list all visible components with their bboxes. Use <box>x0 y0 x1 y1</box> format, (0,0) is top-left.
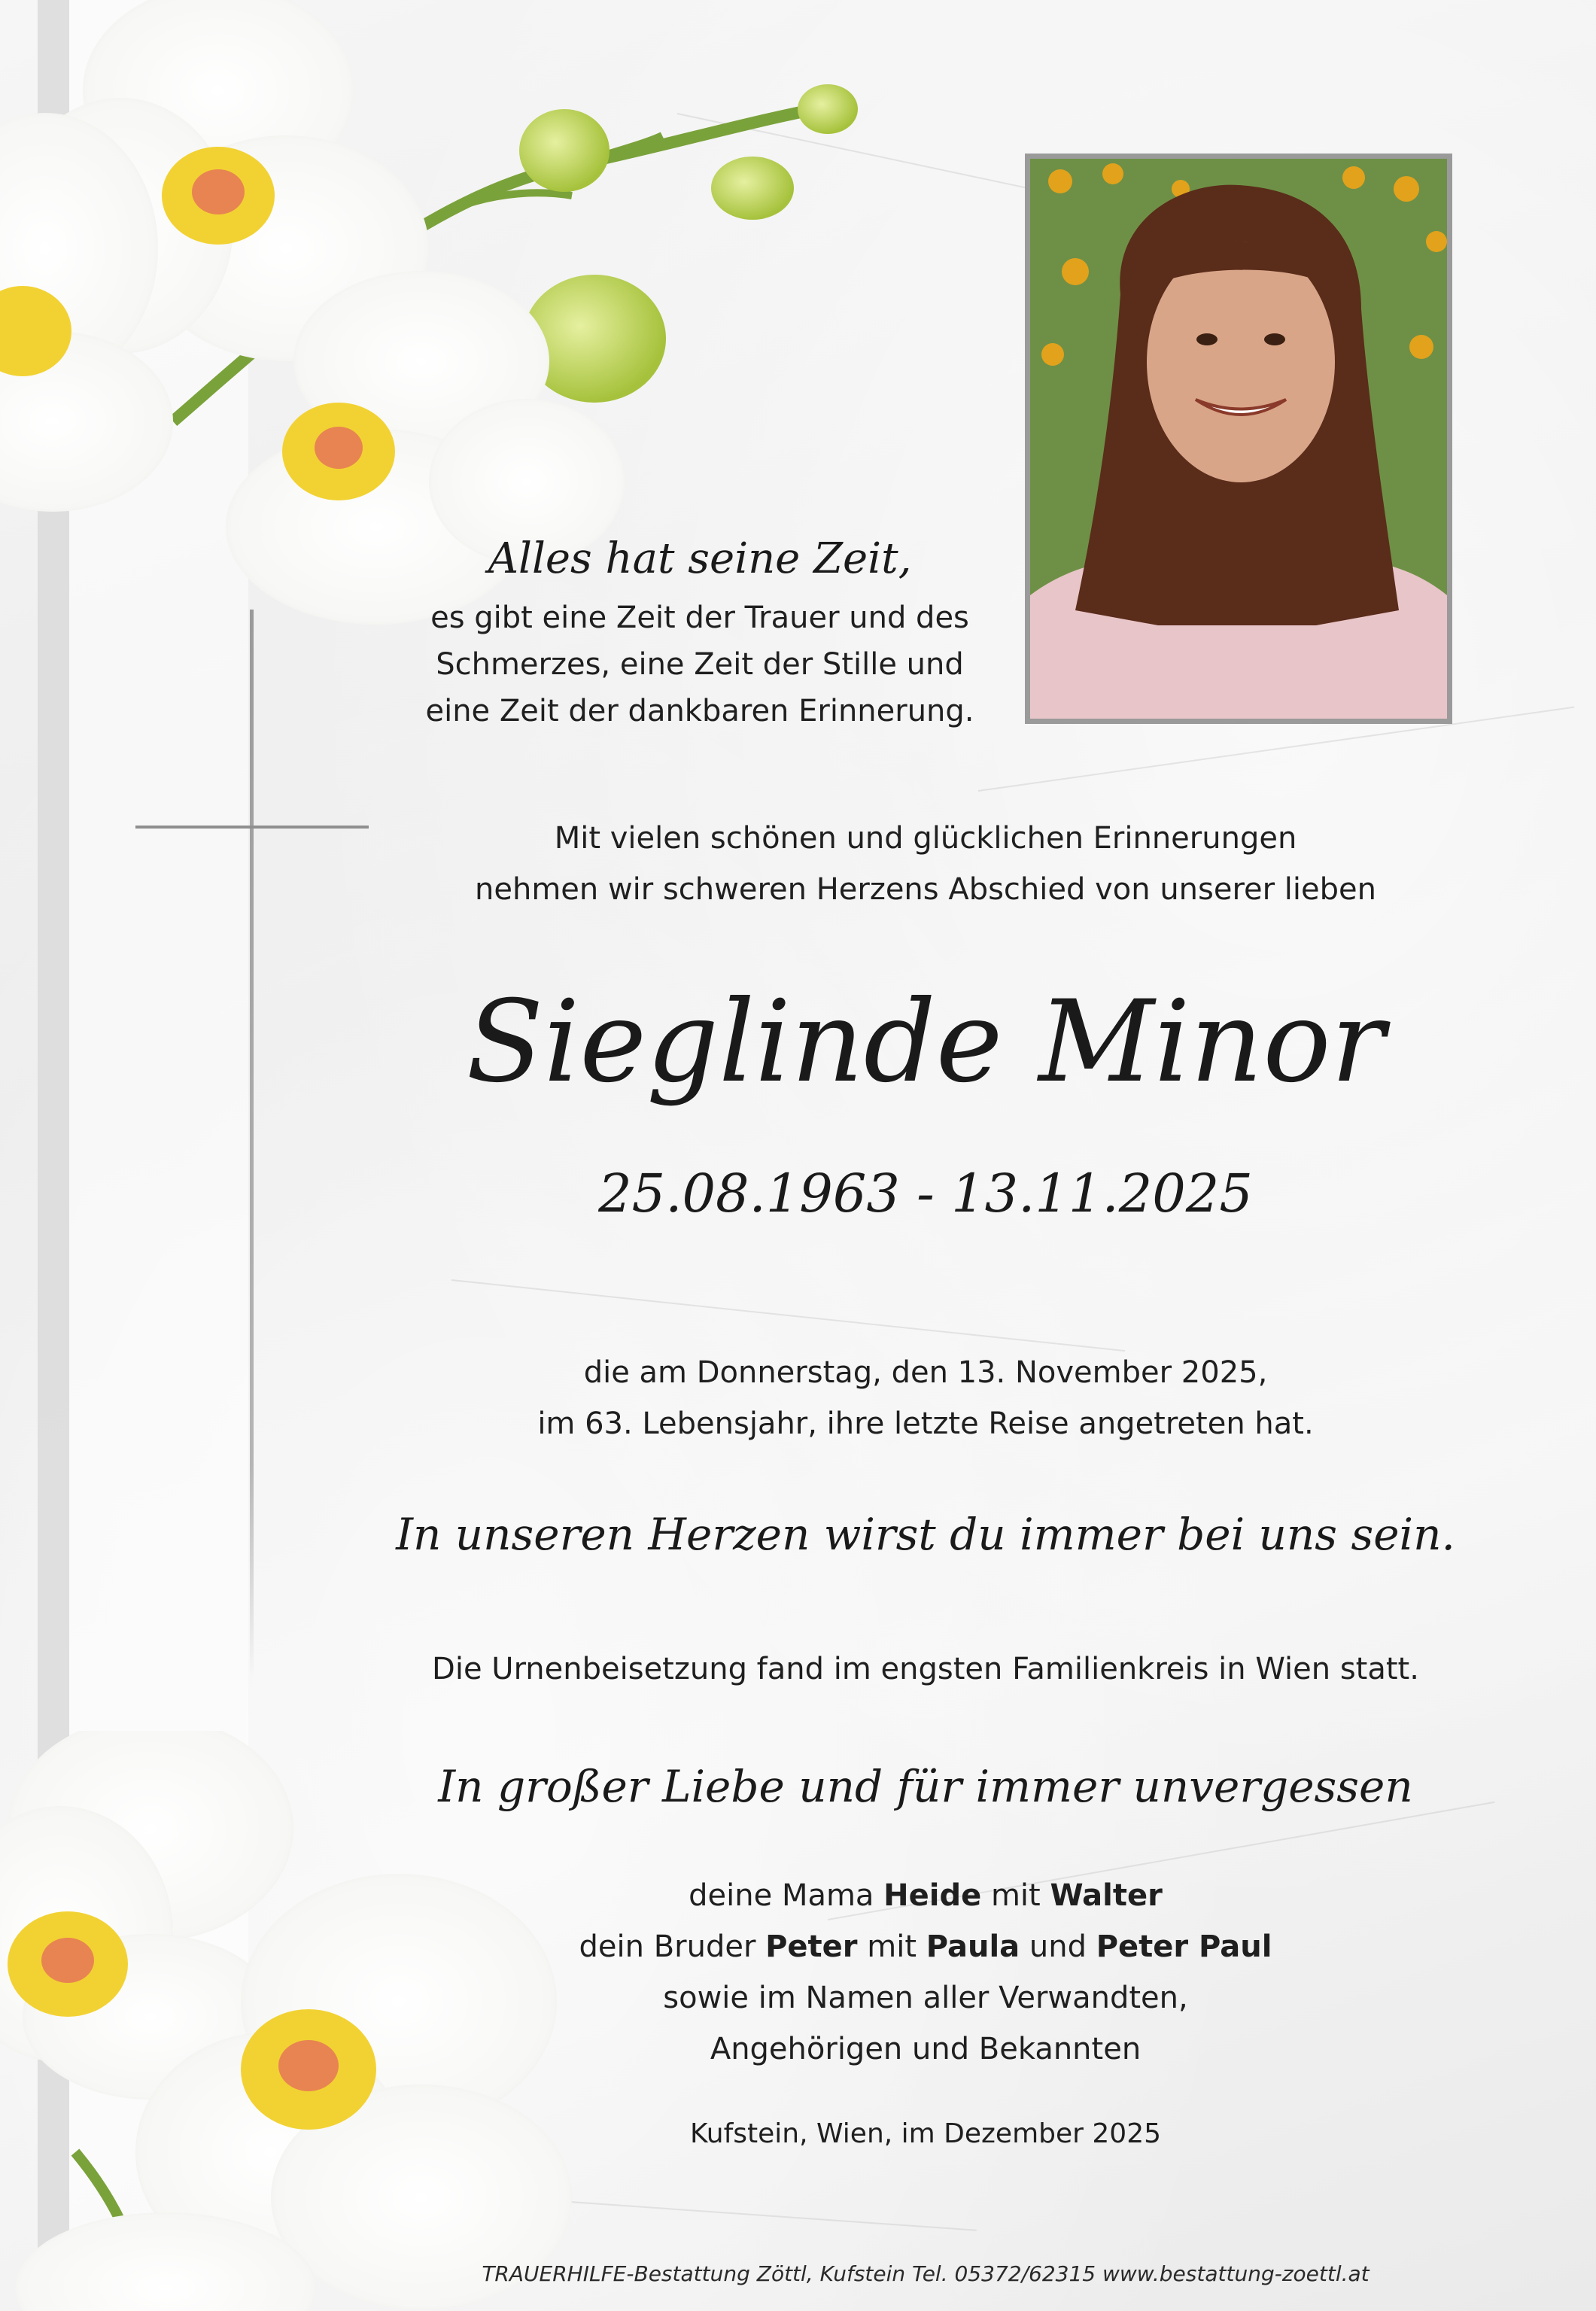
passing-line: die am Donnerstag, den 13. November 2025, <box>583 1355 1268 1390</box>
passing-text <box>391 1347 1460 1449</box>
quote-title: Alles hat seine Zeit, <box>488 534 912 583</box>
quote-line: es gibt eine Zeit der Trauer und des <box>430 601 969 635</box>
orchid-bud <box>711 157 794 220</box>
family-line-relatives: sowie im Namen aller Verwandten, <box>663 1981 1188 2015</box>
motto-line: In unseren Herzen wirst du immer bei uns sein. <box>396 1509 1455 1560</box>
quote-line: eine Zeit der dankbaren Erinnerung. <box>425 694 974 728</box>
portrait-photo <box>1030 159 1447 719</box>
marble-vein <box>451 1279 1125 1352</box>
deceased-name: Sieglinde Minor <box>466 977 1385 1108</box>
family-text: mit <box>981 1878 1050 1913</box>
family-text: deine Mama <box>689 1878 884 1913</box>
place-and-date: Kufstein, Wien, im Dezember 2025 <box>689 2118 1162 2149</box>
family-text: dein Bruder <box>579 1929 766 1964</box>
intro-text <box>391 813 1460 915</box>
family-text: und <box>1020 1929 1096 1964</box>
passing-line: im 63. Lebensjahr, ihre letzte Reise angetreten hat. <box>537 1406 1314 1441</box>
cross-vertical-bar <box>250 610 254 1678</box>
family-line-brother <box>391 1921 1460 1972</box>
portrait-photo-frame <box>1025 154 1452 724</box>
intro-line: nehmen wir schweren Herzens Abschied von unserer lieben <box>475 872 1376 907</box>
family-line-mother <box>391 1870 1460 1921</box>
life-dates: 25.08.1963 - 13.11.2025 <box>598 1163 1253 1224</box>
family-name: Peter Paul <box>1096 1929 1272 1964</box>
orchid-bud <box>798 84 858 134</box>
family-text: mit <box>857 1929 926 1964</box>
burial-notice: Die Urnenbeisetzung fand im engsten Familienkreis in Wien statt. <box>432 1652 1419 1686</box>
family-name: Heide <box>883 1878 982 1913</box>
quote-line: Schmerzes, eine Zeit der Stille und <box>436 647 964 682</box>
family-name: Paula <box>926 1929 1020 1964</box>
funeral-home-footer: TRAUERHILFE-Bestattung Zöttl, Kufstein Tel. 05372/62315 www.bestattung-zoettl.at <box>482 2261 1370 2286</box>
family-line-acquaintances: Angehörigen und Bekannten <box>710 2032 1142 2066</box>
love-line: In großer Liebe und für immer unvergessen <box>438 1761 1413 1812</box>
cross-horizontal-bar <box>135 826 369 829</box>
family-signatures <box>391 1870 1460 2075</box>
intro-line: Mit vielen schönen und glücklichen Erinnerungen <box>554 821 1297 856</box>
family-name: Peter <box>765 1929 858 1964</box>
family-name: Walter <box>1050 1878 1163 1913</box>
orchid-bud <box>519 109 610 192</box>
quote-text <box>376 594 1023 734</box>
